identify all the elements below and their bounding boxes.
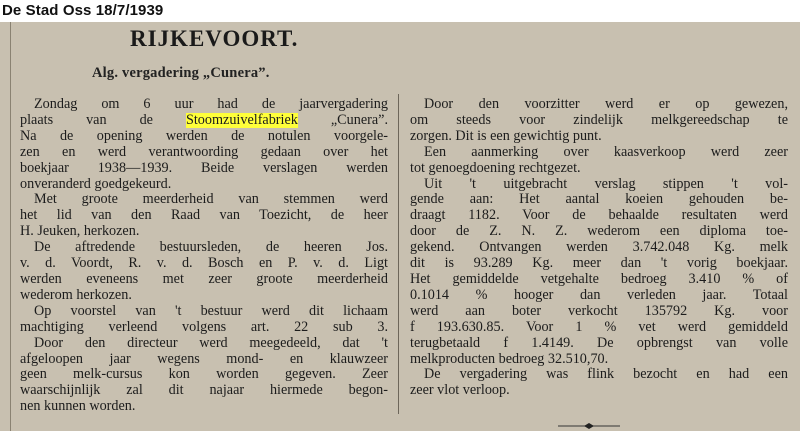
text-line: terugbetaald f 1.4149. De opbrengst van volle [410, 335, 788, 351]
text-line: Op voorstel van 't bestuur werd dit lichaam [34, 303, 388, 319]
text-line: gekend. Ontvangen werden 3.742.048 Kg. melk [410, 240, 788, 256]
text-line: f 193.630.85. Voor 1 % vet werd gemiddeld [410, 319, 788, 335]
text-line: draagt 1182. Voor de behaalde resultaten werd [410, 208, 788, 224]
highlighted-word: Stoomzuivelfabriek [185, 112, 298, 128]
text-line: wederom herkozen. [20, 287, 132, 303]
text-line: Met groote meerderheid van stemmen werd [34, 192, 388, 208]
text-line: door de Z. N. Z. wederom een diploma toe- [410, 224, 788, 240]
text-line: waarschijnlijk zal dit najaar hiermede begon- [20, 383, 388, 399]
text-line: het lid van den Raad van Toezicht, de heer [20, 208, 388, 224]
text-line: machtiging verleend volgens art. 22 sub 3. [20, 319, 388, 335]
text-line: De vergadering was flink bezocht en had een [424, 367, 788, 383]
text-line: zen en werd verantwoording gedaan over het [20, 144, 388, 160]
text-line: Een aanmerking over kaasverkoop werd zeer [424, 144, 788, 160]
text-line: afgeloopen jaar wegens mond- en klauwzeer [20, 351, 388, 367]
clipping-caption: De Stad Oss 18/7/1939 [2, 2, 164, 19]
text-line: Door den voorzitter werd er op gewezen, [424, 97, 788, 112]
text-line: dit is 93.289 Kg. meer dan 't vorig boekjaar. [410, 256, 788, 272]
text-line: Het gemiddelde vetgehalte bedroeg 3.410 % of [410, 271, 788, 287]
text-line: H. Jeuken, herkozen. [20, 224, 140, 240]
text-line: om steeds voor zindelijk melkgereedschap te [410, 112, 788, 128]
text-line: Na de opening werden de notulen voorgele- [20, 128, 388, 144]
text-line: gende aan: Het aantal koeien gehouden be- [410, 192, 788, 208]
article-subheading: Alg. vergadering „Cunera”. [92, 65, 270, 81]
text-line: geen melk-cursus kon worden gegeven. Zeer [20, 367, 388, 383]
text-line: De aftredende bestuursleden, de heeren Jos. [34, 240, 388, 256]
column-divider [398, 94, 399, 414]
text-line: Uit 't uitgebracht verslag stippen 't vol- [424, 176, 788, 192]
text-line: melkproducten bedroeg 32.510,70. [410, 351, 609, 367]
text-line: Zondag om 6 uur had de jaarvergadering [34, 97, 388, 112]
clipping-edge [10, 22, 11, 431]
article-heading: RIJKEVOORT. [130, 26, 299, 51]
text-line: werd aan boter verkocht 135792 Kg. voor [410, 303, 788, 319]
text-line: v. d. Voordt, R. v. d. Bosch en P. v. d. Ligt [20, 256, 388, 272]
text-line-highlight: plaats van de Stoomzuivelfabriek „Cunera”. [20, 112, 388, 128]
newspaper-clipping [0, 22, 800, 431]
text-line: zorgen. Dit is een gewichtig punt. [410, 128, 602, 144]
text-line: boekjaar 1938—1939. Beide verslagen werden [20, 160, 388, 176]
text-line: Door den directeur werd meegedeeld, dat 't [34, 335, 388, 351]
article-end-ornament [558, 423, 620, 429]
left-column [20, 97, 388, 415]
text-line: onveranderd goedgekeurd. [20, 176, 172, 192]
text-line: werden eveneens met zeer groote meerderheid [20, 271, 388, 287]
text-line: zeer vlot verloop. [410, 383, 510, 399]
text-line: 0.1014 % hooger dan verleden jaar. Totaal [410, 287, 788, 303]
text-line: nen kunnen worden. [20, 399, 136, 415]
right-column [410, 97, 788, 399]
text-line: tot genoegdoening rechtgezet. [410, 160, 581, 176]
